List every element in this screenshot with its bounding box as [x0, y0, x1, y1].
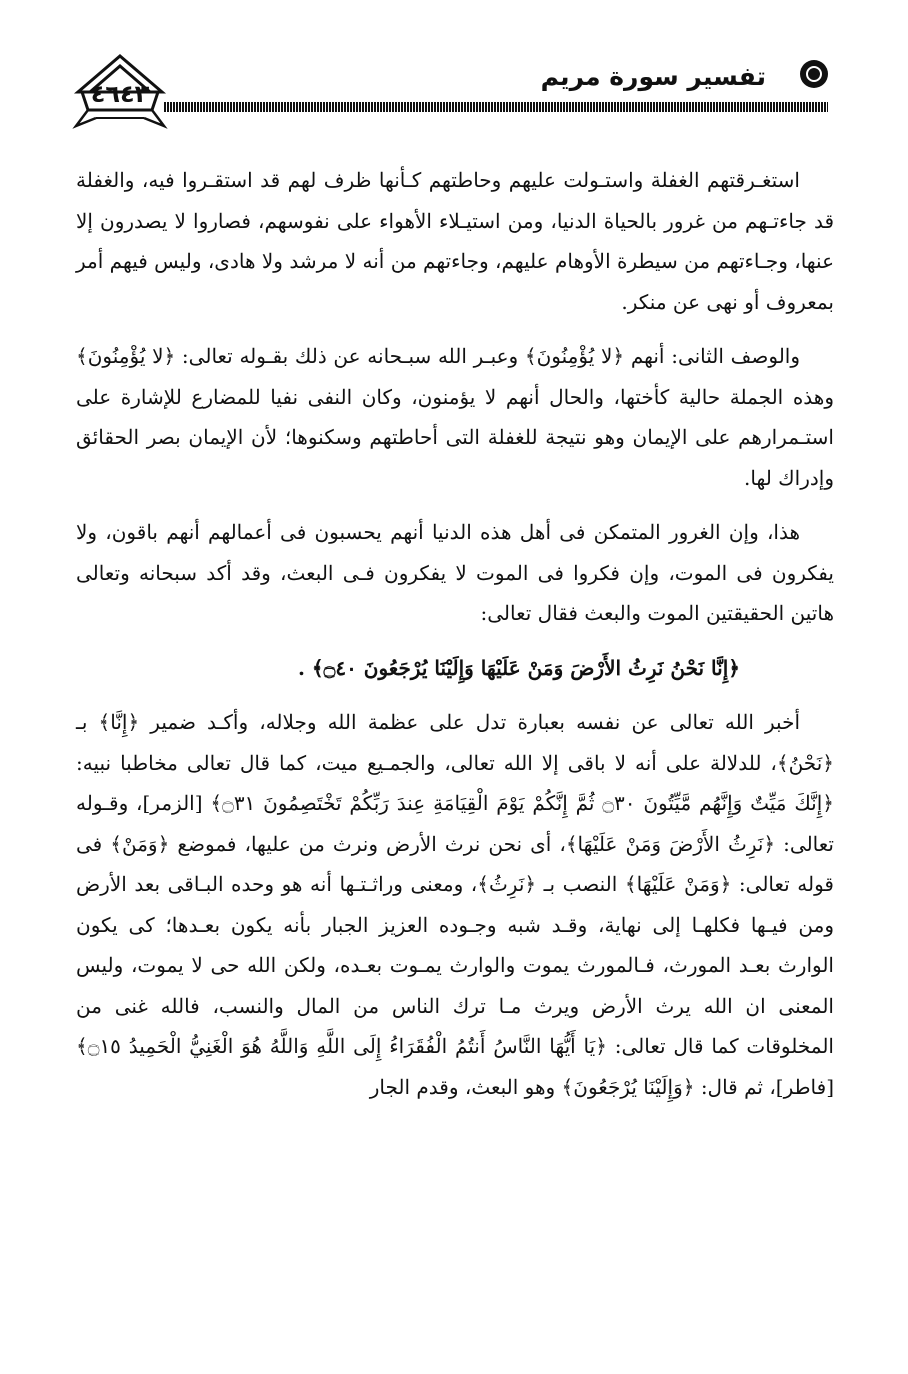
paragraph: هذا، وإن الغرور المتمكن فى أهل هذه الدنيا أنهم يحسبون فى أعمالهم أنهم باقون، ولا يفكرون فى الموت، وإن فكروا فى الموت لا يفكرون فـى البعث، وقد أكد سبحانه وتعالى هاتين الحقيقتين الموت والبعث فقال تعالى: — [76, 520, 834, 625]
running-title: تفسير سورة مريم — [540, 62, 766, 91]
header-rule — [164, 102, 828, 112]
paragraph: والوصف الثانى: أنهم ﴿لا يُؤْمِنُونَ﴾ وعبـر الله سبـحانه عن ذلك بقـوله تعالى: ﴿لا يُؤْمِنُونَ﴾ وهذه الجملة حالية كأختها، والحال أنهم لا يؤمنون، وكان النفى نفيا للمضارع للإشارة على استـمرارهم على الإيمان وهو نتيجة للغفلة التى أحاطتهم وسكنوها؛ لأن الإيمان بصر الحقائق وإدراك لها. — [76, 344, 834, 490]
quran-verse: ﴿إِنَّا نَحْنُ نَرِثُ الأَرْضَ وَمَنْ عَلَيْهَا وَإِلَيْنَا يُرْجَعُونَ ۝٤٠﴾ . — [297, 655, 740, 680]
paragraph: أخبر الله تعالى عن نفسه بعبارة تدل على عظمة الله وجلاله، وأكـد ضمير ﴿إِنَّا﴾ بـ ﴿نَحْنُ﴾، للدلالة على أنه لا باقى إلا الله تعالى، والجمـيع ميت، كما قال تعالى مخاطبا نبيه: ﴿إِنَّكَ مَيِّتٌ وَإِنَّهُم مَّيِّتُونَ ۝٣٠ ثُمَّ إِنَّكُمْ يَوْمَ الْقِيَامَةِ عِندَ رَبِّكُمْ تَخْتَصِمُونَ ۝٣١﴾ [الزمر]، وقـوله تعالى: ﴿نَرِثُ الأَرْضَ وَمَنْ عَلَيْهَا﴾، أى نحن نرث الأرض ونرث من عليها، فموضع ﴿وَمَنْ﴾ فى قوله تعالى: ﴿وَمَنْ عَلَيْهَا﴾ النصب بـ ﴿نَرِثُ﴾، ومعنى وراثـتـها أنه هو وحده البـاقى بعد الأرض ومن فيـها فكلهـا إلى نهاية، وقـد شبه وجـوده العزيز الجبار بأنه يكون بعـدها؛ كى يكون الوارث بعـد المورث، فـالمورث يموت والوارث يمـوت بعـده، ولكن الله حى لا يموت، وليس المعنى ان الله يرث الأرض ويرث مـا ترك الناس من المال والنسب، فالله غنى من المخلوقات كما قال تعالى: ﴿يَا أَيُّهَا النَّاسُ أَنتُمُ الْفُقَرَاءُ إِلَى اللَّهِ وَاللَّهُ هُوَ الْغَنِيُّ الْحَمِيدُ ۝١٥﴾ [فاطر]، ثم قال: ﴿وَإِلَيْنَا يُرْجَعُونَ﴾ وهو البعث، وقدم الجار — [76, 710, 835, 1099]
page-number: ٤٦٤٣ — [90, 80, 150, 108]
page-number-badge — [70, 52, 170, 136]
page-header — [70, 52, 840, 142]
body-text — [76, 160, 834, 1121]
paragraph: استغـرقتهم الغفلة واستـولت عليهم وحاطتهم كـأنها ظرف لهم قد استقـروا فيه، والغفلة قد جاءتـهم من غرور بالحياة الدنيا، ومن استيـلاء الأهواء على نفوسهم، فصاروا لا يصدرون إلا عنها، وجـاءتهم من سيطرة الأوهام عليهم، وجاءتهم من أنه لا مرشد ولا هادى، وليس فيهم أمر بمعروف أو نهى عن منكر. — [76, 168, 834, 314]
ornament-icon — [800, 60, 828, 88]
